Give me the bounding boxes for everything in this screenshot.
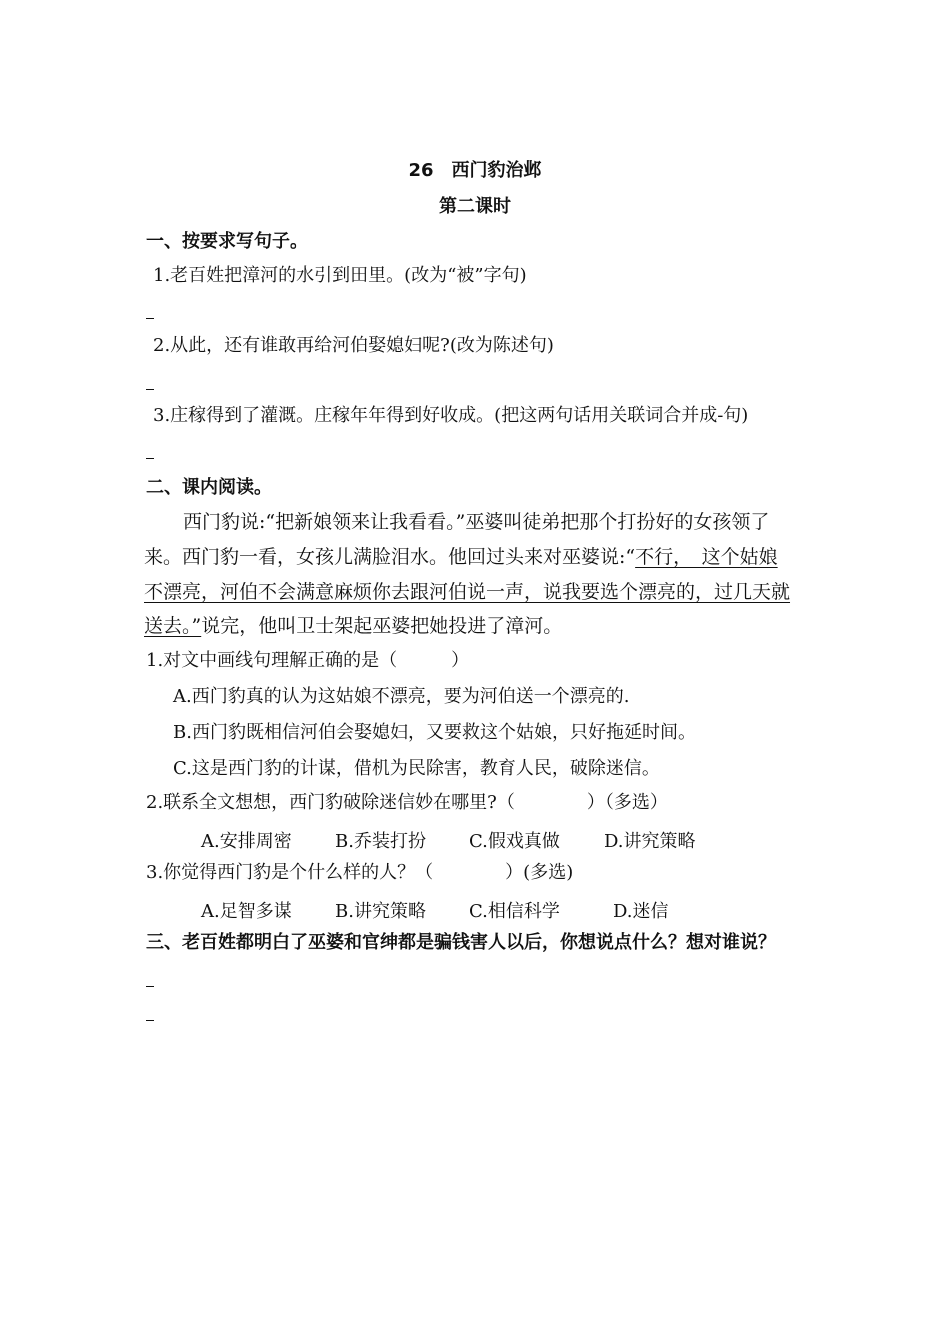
section1-question-3: 3.庄稼得到了灌溉。庄稼年年得到好收成。(把这两句话用关联词合并成-句)	[153, 405, 749, 426]
passage-line-1	[183, 511, 769, 534]
reading-question-1: 1.对文中画线句理解正确的是（ ）	[146, 650, 470, 671]
reading-question-2-option-c[interactable]: C.假戏真做	[469, 831, 560, 852]
section1-answer-line-2[interactable]	[146, 389, 154, 390]
section1-question-2: 2.从此，还有谁敢再给河伯娶媳妇呢?(改为陈述句)	[153, 335, 554, 356]
section3-heading: 三、老百姓都明白了巫婆和官绅都是骗钱害人以后，你想说点什么？想对谁说？	[146, 932, 776, 953]
section1-heading: 一、按要求写句子。	[146, 231, 308, 252]
reading-question-3: 3.你觉得西门豹是个什么样的人？（ ）(多选)	[146, 862, 574, 883]
passage-text: 来。西门豹一看，女孩儿满脸泪水。他回过头来对巫婆说:“	[144, 546, 636, 568]
section3-answer-line-2[interactable]	[146, 1020, 154, 1021]
section1-question-1: 1.老百姓把漳河的水引到田里。(改为“被”字句)	[153, 265, 527, 286]
section3-answer-line-1[interactable]	[146, 986, 154, 987]
passage-text: 说完，他叫卫士架起巫婆把她投进了漳河。	[201, 615, 563, 637]
reading-question-3-option-c[interactable]: C.相信科学	[469, 901, 560, 922]
reading-question-3-option-d[interactable]: D.迷信	[613, 901, 669, 922]
underlined-sentence: 不行， 这个姑娘	[635, 546, 778, 568]
reading-question-2-option-d[interactable]: D.讲究策略	[604, 831, 696, 852]
reading-question-1-option-c[interactable]: C.这是西门豹的计谋，借机为民除害，教育人民，破除迷信。	[173, 758, 660, 779]
passage-line-2	[144, 546, 778, 569]
reading-question-2-option-b[interactable]: B.乔装打扮	[335, 831, 426, 852]
passage-line-3	[144, 581, 790, 604]
section1-answer-line-1[interactable]	[146, 318, 154, 319]
reading-question-1-option-b[interactable]: B.西门豹既相信河伯会娶媳妇，又要救这个姑娘，只好拖延时间。	[173, 722, 696, 743]
reading-question-2-option-a[interactable]: A.安排周密	[201, 831, 292, 852]
page-subtitle: 第二课时	[439, 196, 511, 217]
reading-question-3-option-b[interactable]: B.讲究策略	[335, 901, 426, 922]
passage-text: 西门豹说:“把新娘领来让我看看。”巫婆叫徒弟把那个打扮好的女孩领了	[183, 511, 770, 533]
reading-question-1-option-a[interactable]: A.西门豹真的认为这姑娘不漂亮，要为河伯送一个漂亮的.	[173, 686, 630, 707]
underlined-sentence: 送去。”	[144, 615, 202, 637]
underlined-sentence: 不漂亮，河伯不会满意麻烦你去跟河伯说一声，说我要选个漂亮的，过几天就	[144, 581, 791, 603]
passage-line-4	[144, 615, 562, 638]
section2-heading: 二、课内阅读。	[146, 477, 272, 498]
section1-answer-line-3[interactable]	[146, 458, 154, 459]
reading-question-2: 2.联系全文想想，西门豹破除迷信妙在哪里?（ ）（多选）	[146, 792, 668, 813]
reading-question-3-option-a[interactable]: A.足智多谋	[201, 901, 292, 922]
page-title: 26 西门豹治邺	[408, 160, 542, 181]
